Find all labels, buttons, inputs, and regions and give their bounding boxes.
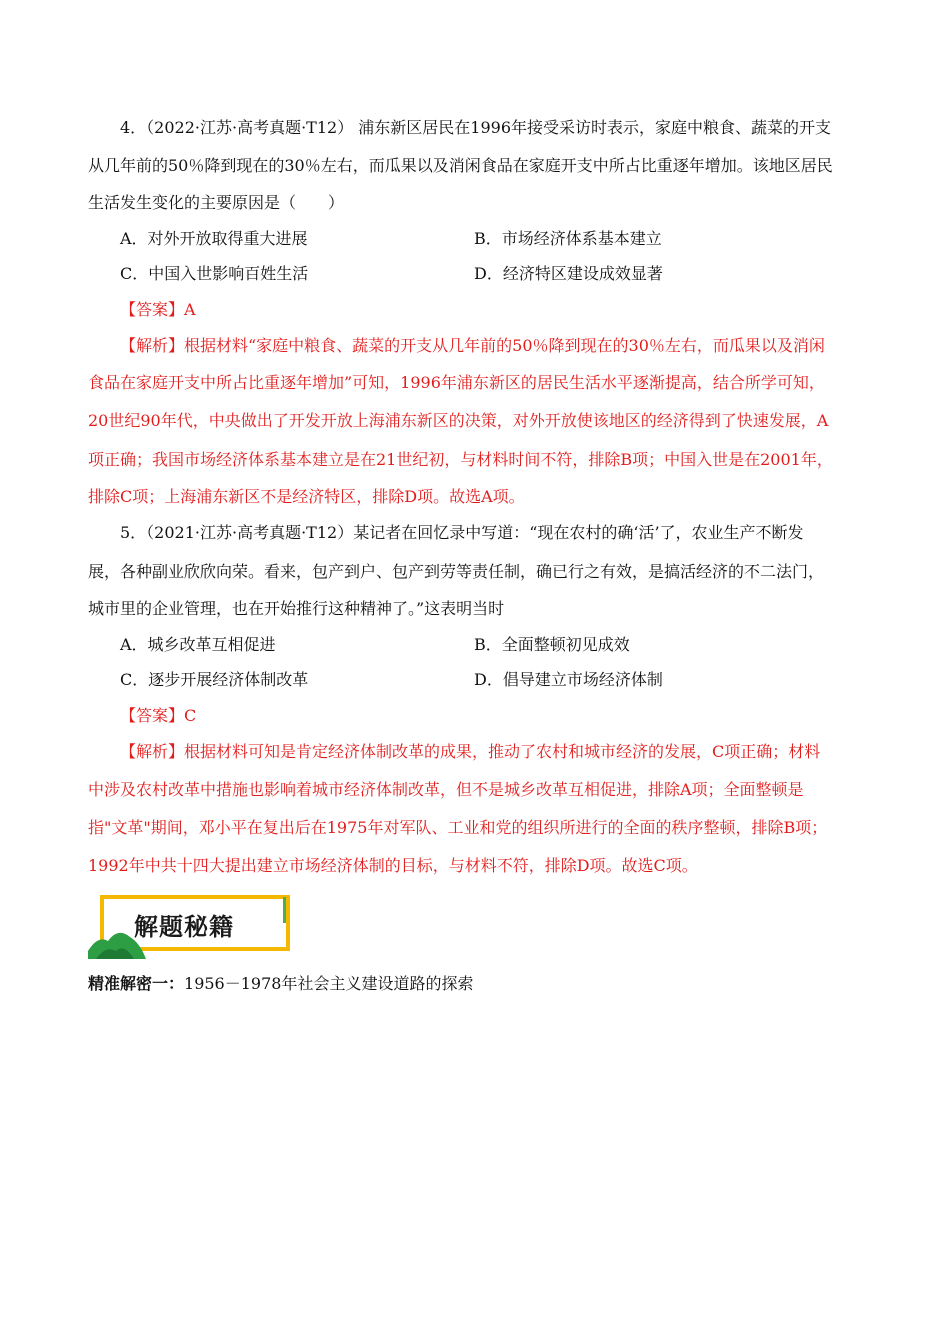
- q4-analysis-line-3: 20世纪90年代，中央做出了开发开放上海浦东新区的决策，对外开放使该地区的经济得到了快速发展，A: [88, 411, 829, 430]
- solution-secrets-banner: [88, 893, 298, 959]
- q5-analysis-line-4: 1992年中共十四大提出建立市场经济体制的目标，与材料不符，排除D项。故选C项。: [88, 856, 698, 875]
- q4-option-c: C．中国入世影响百姓生活: [120, 264, 309, 283]
- q5-stem-line-2: 展，各种副业欣欣向荣。看来，包产到户、包产到劳等责任制，确已行之有效，是搞活经济的不二法门，: [88, 562, 825, 581]
- q5-option-a: A．城乡改革互相促进: [120, 635, 276, 654]
- q5-analysis-line-2: 中涉及农村改革中措施也影响着城市经济体制改革，但不是城乡改革互相促进，排除A项；全面整顿是: [88, 780, 804, 799]
- q4-option-d: D．经济特区建设成效显著: [474, 264, 663, 283]
- banner-accent-bar: [283, 897, 286, 923]
- q4-answer: 【答案】A: [120, 300, 196, 319]
- q4-stem-line-1: 4．（2022·江苏·高考真题·T12） 浦东新区居民在1996年接受采访时表示，家庭中粮食、蔬菜的开支: [120, 118, 831, 137]
- q4-analysis-line-1: 【解析】根据材料“家庭中粮食、蔬菜的开支从几年前的50％降到现在的30％左右，而瓜果以及消闲: [120, 336, 825, 355]
- q5-option-c: C．逐步开展经济体制改革: [120, 670, 309, 689]
- q5-stem-line-3: 城市里的企业管理，也在开始推行这种精神了。”这表明当时: [88, 599, 505, 618]
- q5-option-b: B．全面整顿初见成效: [474, 635, 630, 654]
- q5-stem-line-1: 5．（2021·江苏·高考真题·T12）某记者在回忆录中写道：“现在农村的确‘活’了，农业生产不断发: [120, 523, 804, 542]
- q4-option-a: A．对外开放取得重大进展: [120, 229, 308, 248]
- section-heading-title: 1956－1978年社会主义建设道路的探索: [184, 974, 474, 993]
- section-heading-label: 精准解密一：: [88, 974, 185, 993]
- q5-analysis-line-3: 指"文革"期间，邓小平在复出后在1975年对军队、工业和党的组织所进行的全面的秩序整顿，排除B项；: [88, 818, 828, 837]
- q4-analysis-line-4: 项正确；我国市场经济体系基本建立是在21世纪初，与材料时间不符，排除B项；中国入世是在2001年，: [88, 450, 833, 469]
- q5-analysis-line-1: 【解析】根据材料可知是肯定经济体制改革的成果，推动了农村和城市经济的发展，C项正确；材料: [120, 742, 821, 761]
- q4-stem-line-2: 从几年前的50％降到现在的30％左右，而瓜果以及消闲食品在家庭开支中所占比重逐年增加。该地区居民: [88, 156, 833, 175]
- q4-analysis-line-2: 食品在家庭开支中所占比重逐年增加”可知，1996年浦东新区的居民生活水平逐渐提高，结合所学可知，: [88, 373, 825, 392]
- banner-title: 解题秘籍: [134, 913, 234, 941]
- q5-answer: 【答案】C: [120, 706, 197, 725]
- q5-option-d: D．倡导建立市场经济体制: [474, 670, 663, 689]
- section-heading: [88, 974, 473, 994]
- q4-analysis-line-5: 排除C项；上海浦东新区不是经济特区，排除D项。故选A项。: [88, 487, 525, 506]
- q4-option-b: B．市场经济体系基本建立: [474, 229, 662, 248]
- q4-stem-line-3: 生活发生变化的主要原因是（ ）: [88, 193, 345, 212]
